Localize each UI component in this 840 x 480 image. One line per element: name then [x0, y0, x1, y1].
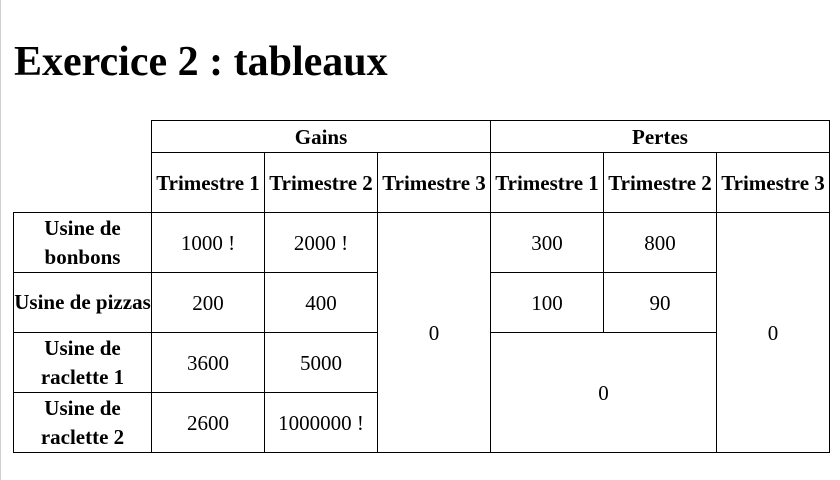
pertes-quarter-3-header: Trimestre 3 — [717, 153, 830, 213]
table-cell: 400 — [265, 273, 378, 333]
table-cell: 100 — [491, 273, 604, 333]
gains-header: Gains — [152, 121, 491, 153]
row-header-raclette-2: Usine de raclette 2 — [14, 393, 152, 453]
pertes-q3-merged-cell: 0 — [717, 213, 830, 453]
gains-quarter-1-header: Trimestre 1 — [152, 153, 265, 213]
table-cell: 5000 — [265, 333, 378, 393]
factory-table — [13, 120, 830, 453]
pertes-quarter-1-header: Trimestre 1 — [491, 153, 604, 213]
table-row — [14, 213, 830, 273]
table-cell: 3600 — [152, 333, 265, 393]
page-title: Exercice 2 : tableaux — [14, 39, 388, 85]
row-header-pizzas: Usine de pizzas — [14, 273, 152, 333]
row-header-bonbons: Usine de bonbons — [14, 213, 152, 273]
table-cell: 1000000 ! — [265, 393, 378, 453]
table-cell: 200 — [152, 273, 265, 333]
gains-quarter-3-header: Trimestre 3 — [378, 153, 491, 213]
gains-quarter-2-header: Trimestre 2 — [265, 153, 378, 213]
pertes-quarter-2-header: Trimestre 2 — [604, 153, 717, 213]
empty-corner-cell — [14, 121, 152, 213]
pertes-raclette-merged-cell: 0 — [491, 333, 717, 453]
pertes-header: Pertes — [491, 121, 830, 153]
table-cell: 2000 ! — [265, 213, 378, 273]
gains-q3-merged-cell: 0 — [378, 213, 491, 453]
row-header-raclette-1: Usine de raclette 1 — [14, 333, 152, 393]
table-cell: 2600 — [152, 393, 265, 453]
table-cell: 800 — [604, 213, 717, 273]
table-cell: 90 — [604, 273, 717, 333]
table-cell: 1000 ! — [152, 213, 265, 273]
table-cell: 300 — [491, 213, 604, 273]
group-header-row — [14, 121, 830, 153]
